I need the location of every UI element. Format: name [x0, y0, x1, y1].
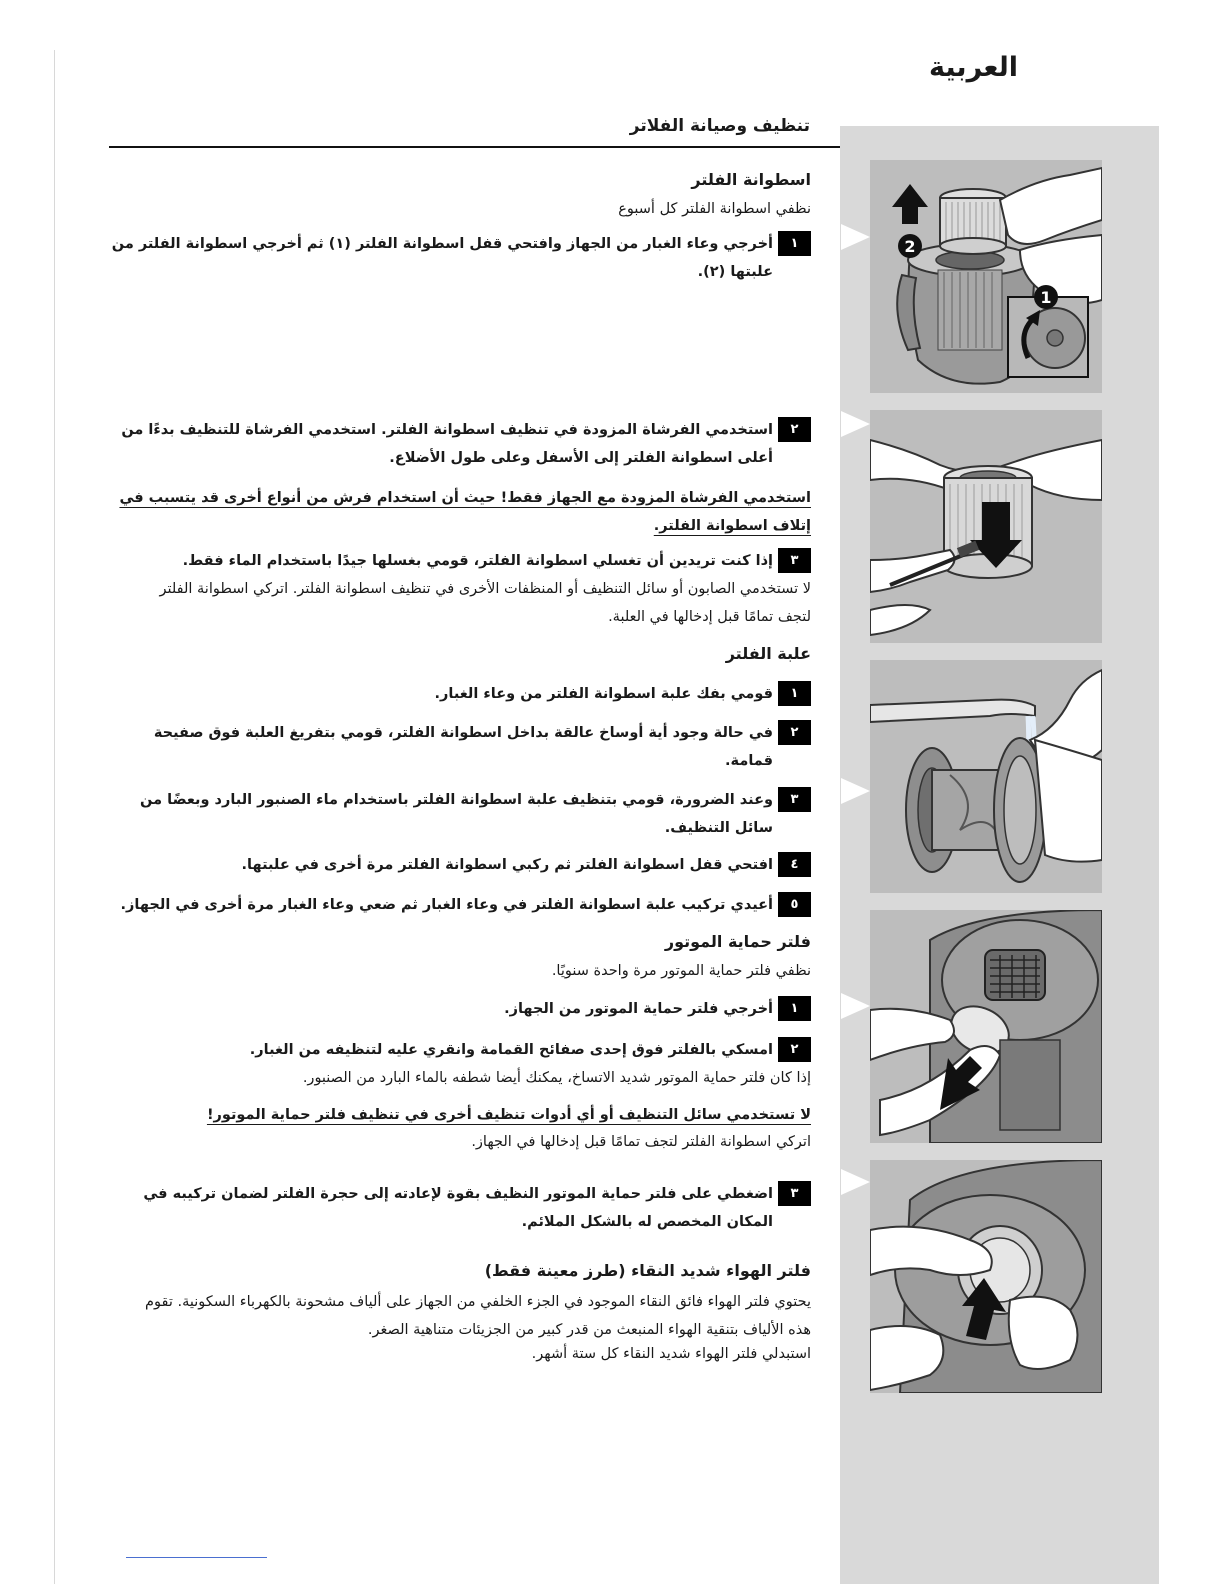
step-number: ٣: [778, 548, 811, 573]
motor-note-1: إذا كان فلتر حماية الموتور شديد الاتساخ، يمكنك أيضا شطفه بالماء البارد من الصنبور.: [302, 1070, 811, 1086]
step-number: ٣: [778, 787, 811, 812]
hepa-body-2: استبدلي فلتر الهواء شديد النقاء كل ستة أشهر.: [531, 1346, 811, 1362]
callout-1: 1: [1040, 288, 1052, 307]
language-title: العربية: [929, 52, 1018, 83]
cylinder-step-2: [111, 416, 811, 472]
illustration-brush-cylinder: [870, 410, 1102, 643]
step-text: اضغطي على فلتر حماية الموتور النظيف بقوة لإعادته إلى حجرة الفلتر لضمان تركيبه في المكان المخصص له بالشكل الملائم.: [143, 1186, 773, 1230]
heading-filter-cylinder: اسطوانة الفلتر: [691, 170, 811, 189]
step-number: ٢: [778, 417, 811, 442]
hepa-body: يحتوي فلتر الهواء فائق النقاء الموجود في الجزء الخلفي من الجهاز على ألياف مشحونة بالكهرباء السكونية. تقوم هذه الألياف بتنقية الهواء المنبعث من قدر كبير من الجزيئات متناهية الصغر.: [145, 1294, 811, 1338]
step-text: أخرجي وعاء الغبار من الجهاز وافتحي قفل اسطوانة الفلتر (١) ثم أخرجي اسطوانة الفلتر من علبتها (٢).: [111, 236, 773, 280]
step-number: ٣: [778, 1181, 811, 1206]
panel-pointer: [841, 778, 870, 804]
motor-step-1: [111, 995, 811, 1023]
box-step-1: [111, 680, 811, 708]
step-number: ٢: [778, 720, 811, 745]
step-text: أعيدي تركيب علبة اسطوانة الفلتر في وعاء الغبار ثم ضعي وعاء الغبار مرة أخرى في الجهاز.: [120, 897, 773, 913]
panel-pointer: [841, 411, 870, 437]
box-step-5: [111, 891, 811, 919]
step-number: ١: [778, 681, 811, 706]
step-text: قومي بفك علبة اسطوانة الفلتر من وعاء الغبار.: [434, 686, 773, 702]
cylinder-step-1: [111, 230, 811, 286]
box-step-2: [111, 719, 811, 775]
box-step-4: [111, 851, 811, 879]
intro-filter-cylinder: نظفي اسطوانة الفلتر كل أسبوع: [618, 201, 811, 217]
step-text: إذا كنت تريدين أن تغسلي اسطوانة الفلتر، قومي بغسلها جيدًا باستخدام الماء فقط.: [182, 553, 773, 569]
heading-motor-filter: فلتر حماية الموتور: [664, 932, 811, 951]
step-text: افتحي قفل اسطوانة الفلتر ثم ركبي اسطوانة الفلتر مرة أخرى في علبتها.: [241, 857, 773, 873]
step-number: ١: [778, 996, 811, 1021]
step-text: أخرجي فلتر حماية الموتور من الجهاز.: [504, 1001, 773, 1017]
cylinder-note: لا تستخدمي الصابون أو سائل التنظيف أو المنظفات الأخرى في تنظيف اسطوانة الفلتر. اتركي اسطوانة الفلتر لتجف تمامًا قبل إدخالها في العلبة.: [159, 581, 811, 625]
step-number: ٤: [778, 852, 811, 877]
cylinder-warning: استخدمي الفرشاة المزودة مع الجهاز فقط! حيث أن استخدام فرش من أنواع أخرى قد يتسبب في إتلاف اسطوانة الفلتر.: [119, 490, 811, 534]
callout-2: 2: [904, 237, 916, 256]
box-step-3: [111, 786, 811, 842]
step-number: ٥: [778, 892, 811, 917]
step-number: ٢: [778, 1037, 811, 1062]
step-text: استخدمي الفرشاة المزودة في تنظيف اسطوانة الفلتر. استخدمي الفرشاة للتنظيف بدءًا من أعلى اسطوانة الفلتر إلى الأسفل وعلى طول الأضلاع.: [121, 422, 773, 466]
step-text: وعند الضرورة، قومي بتنظيف علبة اسطوانة الفلتر باستخدام ماء الصنبور البارد وبعضًا من سائل التنظيف.: [140, 792, 773, 836]
motor-step-3: [111, 1180, 811, 1236]
illustration-rinse-box: [870, 660, 1102, 893]
illustration-remove-cylinder: [870, 160, 1102, 393]
heading-hepa-filter: فلتر الهواء شديد النقاء (طرز معينة فقط): [484, 1261, 811, 1280]
illustration-insert-motor-filter: [870, 1160, 1102, 1393]
step-text: امسكي بالفلتر فوق إحدى صفائح القمامة وانقري عليه لتنظيفه من الغبار.: [249, 1042, 773, 1058]
intro-motor-filter: نظفي فلتر حماية الموتور مرة واحدة سنويًا.: [551, 963, 811, 979]
panel-pointer: [841, 993, 870, 1019]
footer-line: [126, 1557, 267, 1558]
step-text: في حالة وجود أية أوساخ عالقة بداخل اسطوانة الفلتر، قومي بتفريغ العلبة فوق صفيحة قمامة.: [153, 725, 773, 769]
panel-pointer: [841, 224, 870, 250]
cylinder-step-3: [111, 547, 811, 575]
heading-filter-box: علبة الفلتر: [725, 644, 811, 663]
step-number: ١: [778, 231, 811, 256]
motor-step-2: [111, 1036, 811, 1064]
illustration-remove-motor-filter: [870, 910, 1102, 1143]
panel-pointer: [841, 1169, 870, 1195]
motor-warning: لا تستخدمي سائل التنظيف أو أي أدوات تنظيف أخرى في تنظيف فلتر حماية الموتور!: [206, 1107, 811, 1123]
page-margin-rule: [54, 50, 55, 1584]
section-title: تنظيف وصيانة الفلاتر: [629, 116, 810, 136]
motor-note-2: اتركي اسطوانة الفلتر لتجف تمامًا قبل إدخالها في الجهاز.: [471, 1134, 811, 1150]
